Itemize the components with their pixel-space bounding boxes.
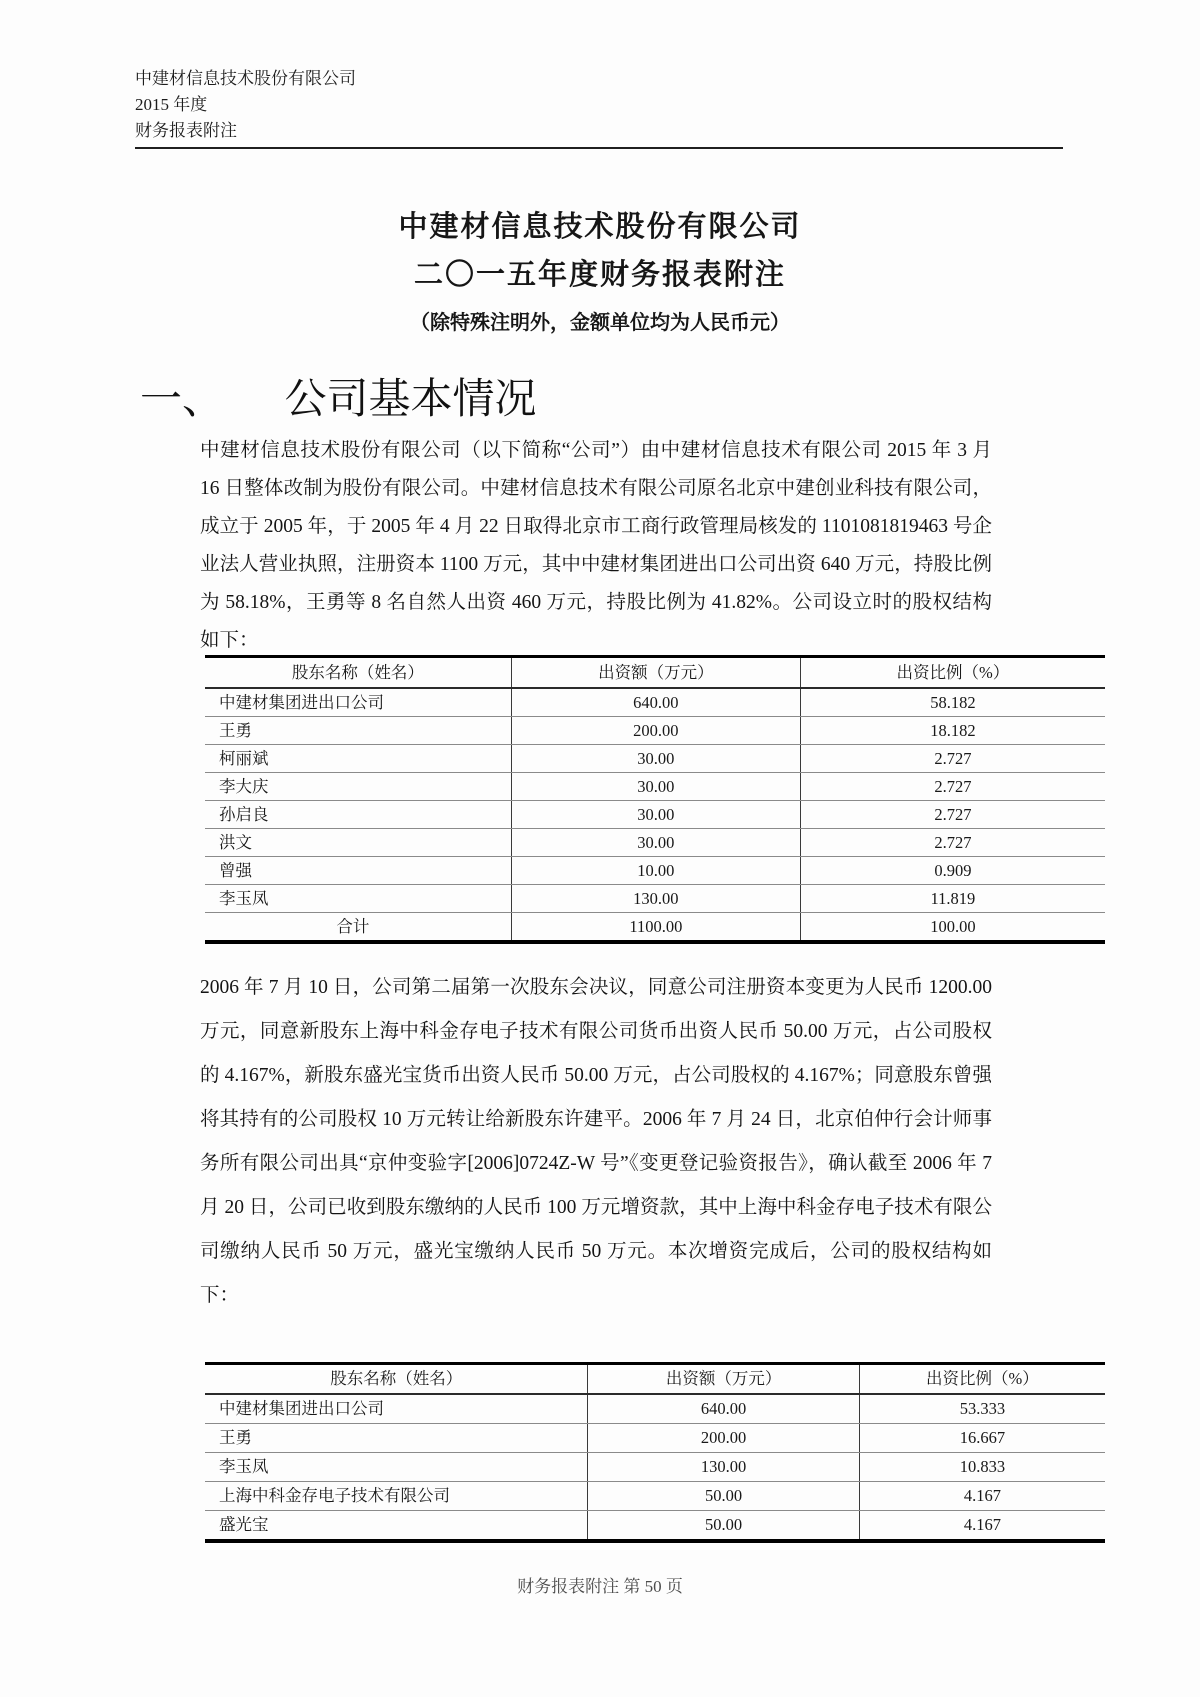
column-header: 股东名称（姓名） [205,657,511,689]
document-title-subject: 二〇一五年度财务报表附注 [413,259,786,291]
table-row [205,829,1105,857]
table-cell: 2.727 [800,829,1105,857]
column-header: 股东名称（姓名） [205,1364,588,1395]
table-cell: 孙启良 [205,801,511,829]
table-row [205,745,1105,773]
table-header-row [205,657,1105,689]
table-cell: 50.00 [588,1482,859,1511]
table-row [205,1424,1105,1453]
table-cell: 10.00 [511,857,800,885]
table-row [205,1511,1105,1542]
section-title: 公司基本情况 [284,377,537,423]
table-row [205,688,1105,717]
shareholding-table-initial [205,655,1105,944]
section-heading [140,366,537,426]
table-cell: 王勇 [205,1424,588,1453]
paragraph-company-establishment: 中建材信息技术股份有限公司（以下简称“公司”）由中建材信息技术有限公司 2015 年 3 月 16 日整体改制为股份有限公司。中建材信息技术有限公司原名北京中建创业科技有限公司，成立于 2005 年，于 2005 年 4 月 22 日取得北京市工商行政管理局核发的 1101081819463 号企业法人营业执照，注册资本 1100 万元，其中中建材集团进出口公司出资 640 万元，持股比例为 58.18%，王勇等 8 名自然人出资 460 万元，持股比例为 41.82%。公司设立时的股权结构如下： [200,440,992,651]
table-cell: 上海中科金存电子技术有限公司 [205,1482,588,1511]
document-title-company: 中建材信息技术股份有限公司 [398,211,802,243]
table-cell: 李玉凤 [205,1453,588,1482]
table-cell: 10.833 [859,1453,1105,1482]
document-title-note: （除特殊注明外，金额单位均为人民币元） [410,312,790,334]
column-header: 出资额（万元） [511,657,800,689]
table-cell: 中建材集团进出口公司 [205,1394,588,1424]
paragraph-capital-increase: 2006 年 7 月 10 日，公司第二届第一次股东会决议，同意公司注册资本变更为人民币 1200.00 万元，同意新股东上海中科金存电子技术有限公司货币出资人民币 50.00 万元，占公司股权的 4.167%，新股东盛光宝货币出资人民币 50.00 万元，占公司股权的 4.167%；同意股东曾强将其持有的公司股权 10 万元转让给新股东许建平。2006 年 7 月 24 日，北京伯仲行会计师事务所有限公司出具“京仲变验字[2006]0724Z-W 号”《变更登记验资报告》，确认截至 2006 年 7 月 20 日，公司已收到股东缴纳的人民币 100 万元增资款，其中上海中科金存电子技术有限公司缴纳人民币 50 万元，盛光宝缴纳人民币 50 万元。本次增资完成后，公司的股权结构如下： [200,977,992,1306]
table-cell: 53.333 [859,1394,1105,1424]
table-cell: 200.00 [511,717,800,745]
table-cell: 合计 [336,917,370,936]
table-cell: 50.00 [588,1511,859,1542]
column-header: 出资额（万元） [588,1364,859,1395]
table-cell: 200.00 [588,1424,859,1453]
table-cell: 2.727 [800,745,1105,773]
table-cell: 16.667 [859,1424,1105,1453]
table-cell: 4.167 [859,1482,1105,1511]
table-cell: 640.00 [588,1394,859,1424]
table-cell: 洪文 [205,829,511,857]
running-header-doc-type: 财务报表附注 [135,121,237,140]
table-cell: 30.00 [511,801,800,829]
table-row [205,801,1105,829]
table-row [205,1453,1105,1482]
table-row [205,857,1105,885]
table-row [205,885,1105,913]
table-cell: 18.182 [800,717,1105,745]
table-cell: 30.00 [511,829,800,857]
table-row [205,717,1105,745]
table-cell: 李大庆 [205,773,511,801]
column-header: 出资比例（%） [859,1364,1105,1395]
table-cell: 中建材集团进出口公司 [205,688,511,717]
table-row [205,1482,1105,1511]
table-cell: 30.00 [511,745,800,773]
table-header-row [205,1364,1105,1395]
table-cell: 100.00 [800,913,1105,943]
table-cell: 4.167 [859,1511,1105,1542]
table-cell: 柯丽斌 [205,745,511,773]
shareholding-table-after-increase [205,1362,1105,1543]
running-header-period: 2015 年度 [135,95,208,114]
table-cell: 2.727 [800,801,1105,829]
running-header-company: 中建材信息技术股份有限公司 [135,69,356,88]
table-cell: 王勇 [205,717,511,745]
table-cell: 1100.00 [511,913,800,943]
table-cell: 李玉凤 [205,885,511,913]
page-footer: 财务报表附注 第 50 页 [517,1577,683,1596]
table-cell: 30.00 [511,773,800,801]
table-cell: 盛光宝 [205,1511,588,1542]
table-row [205,1394,1105,1424]
table-cell: 11.819 [800,885,1105,913]
running-header [135,66,356,144]
section-number: 一、 [140,377,225,423]
table-row [205,773,1105,801]
table-cell: 130.00 [588,1453,859,1482]
table-cell: 640.00 [511,688,800,717]
table-total-row [205,913,1105,943]
table-cell: 58.182 [800,688,1105,717]
table-cell: 0.909 [800,857,1105,885]
column-header: 出资比例（%） [800,657,1105,689]
table-cell: 130.00 [511,885,800,913]
table-cell: 2.727 [800,773,1105,801]
table-cell: 曾强 [205,857,511,885]
header-divider-line [135,147,1063,149]
